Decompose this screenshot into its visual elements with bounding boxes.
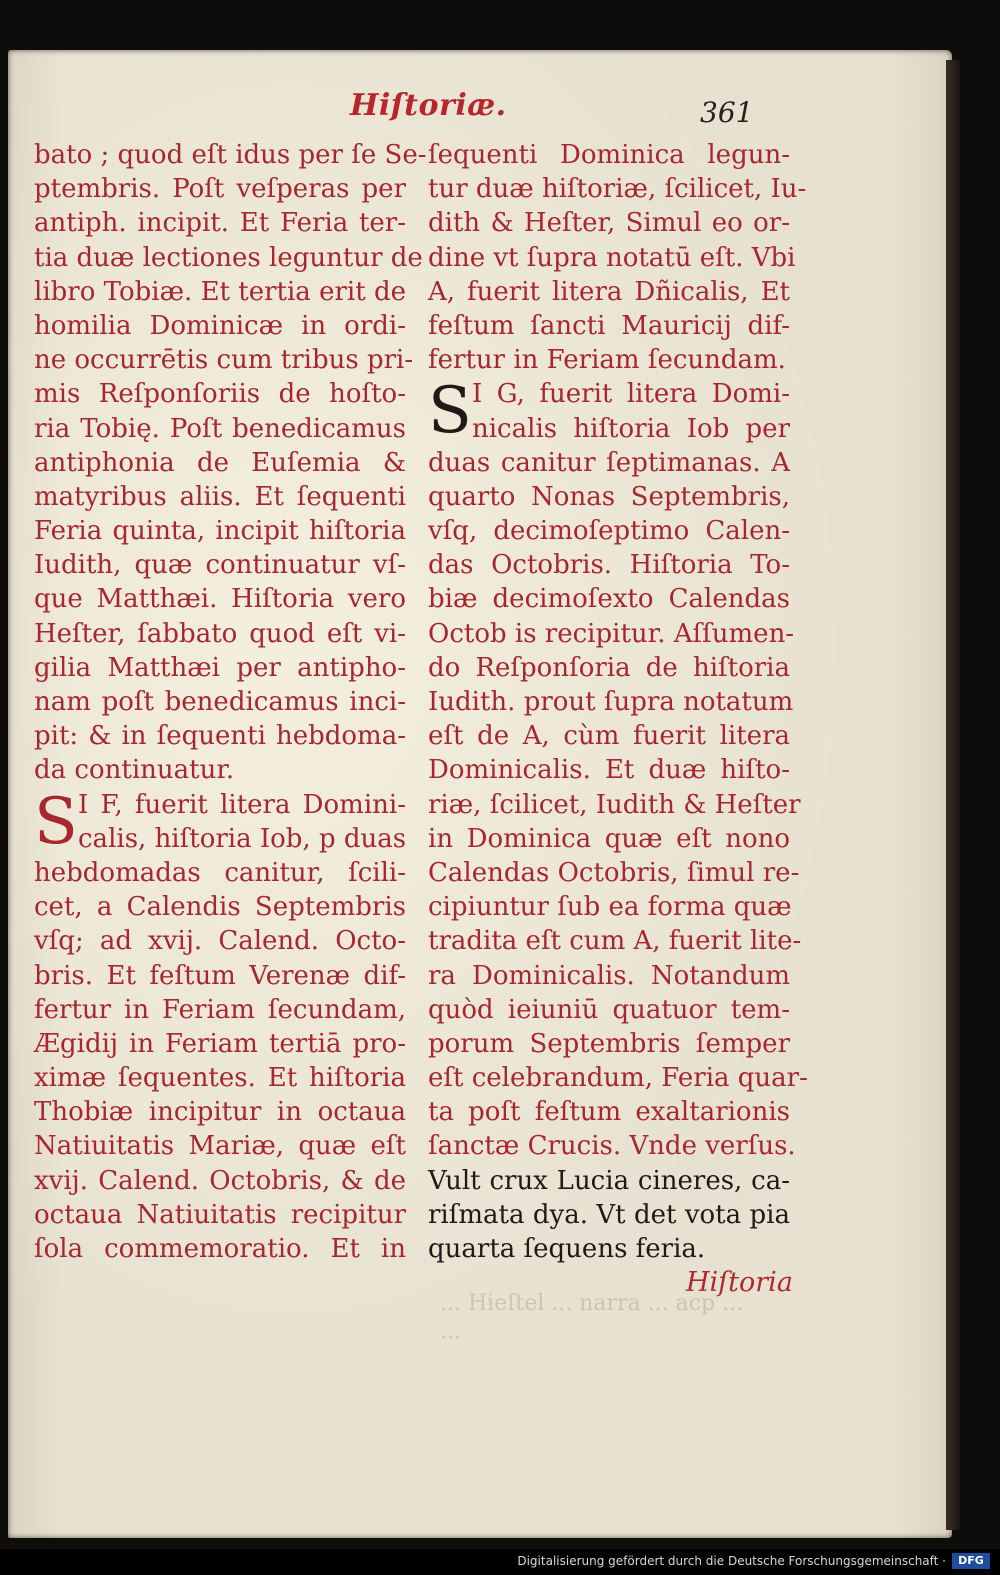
text-line: riſmata dya. Vt det vota pia bbox=[428, 1199, 790, 1230]
text-line: biæ decimoſexto Calendas bbox=[428, 584, 790, 615]
page-edge-shadow bbox=[946, 60, 960, 1530]
text-line: vſq, decimoſeptimo Calen- bbox=[428, 516, 790, 547]
text-line: homilia Dominicæ in ordi- bbox=[34, 310, 406, 341]
text-line: tia duæ lectiones leguntur de bbox=[34, 242, 423, 273]
text-line: riæ, ſcilicet, Iudith & Heſter bbox=[428, 789, 801, 820]
bleed-through-line: ... bbox=[440, 1319, 461, 1344]
text-line: nam poſt benedicamus inci- bbox=[34, 687, 406, 717]
text-line: quòd ieiuniū quatuor tem- bbox=[428, 994, 790, 1025]
text-line: libro Tobiæ. Et tertia erit de bbox=[34, 276, 406, 307]
text-line: xvij. Calend. Octobris, & de bbox=[34, 1165, 406, 1196]
text-line: das Octobris. Hiſtoria To- bbox=[428, 550, 790, 581]
text-line: octaua Natiuitatis recipitur bbox=[34, 1199, 406, 1230]
text-line: porum Septembris ſemper bbox=[428, 1028, 790, 1059]
text-line: ta poſt feſtum exaltarionis bbox=[428, 1097, 790, 1128]
text-line: ſequenti Dominica legun- bbox=[428, 140, 790, 170]
text-line: do Reſponſoria de hiſtoria bbox=[428, 652, 790, 683]
text-line: gilia Matthæi per antipho- bbox=[34, 652, 406, 683]
text-line: bris. Et feſtum Verenæ dif- bbox=[34, 960, 406, 991]
text-line: ria Tobię. Poſt benedicamus bbox=[34, 413, 406, 444]
text-line: que Matthæi. Hiſtoria vero bbox=[34, 584, 406, 615]
text-line: quarto Nonas Septembris, bbox=[428, 481, 790, 512]
text-line: Dominicalis. Et duæ hiſto- bbox=[428, 755, 790, 786]
paragraph-block bbox=[34, 784, 407, 859]
text-line: feſtum ſancti Mauricij dif- bbox=[428, 310, 790, 341]
text-line: quarta ſequens feria. bbox=[428, 1234, 706, 1264]
text-line: antiphonia de Euſemia & bbox=[34, 447, 406, 478]
dfg-logo-icon: DFG bbox=[952, 1553, 990, 1569]
text-line: A, fuerit litera Dñicalis, Et bbox=[428, 276, 790, 307]
text-line: da continuatur. bbox=[34, 755, 235, 786]
right-column bbox=[428, 138, 808, 1266]
text-line: eſt de A, cùm fuerit litera bbox=[428, 721, 790, 752]
text-line: dine vt ſupra notatū eſt. Vbi bbox=[428, 242, 796, 273]
text-line: fertur in Feriam ſecundam. bbox=[428, 345, 786, 376]
left-column bbox=[34, 138, 427, 1266]
text-line: ra Dominicalis. Notandum bbox=[428, 960, 790, 991]
text-line: Iudith, quæ continuatur vſ- bbox=[34, 550, 406, 581]
text-line: tur duæ hiſtoriæ, ſcilicet, Iu- bbox=[428, 174, 807, 205]
text-line: tradita eſt cum A, fuerit lite- bbox=[428, 926, 802, 957]
text-line: bato ; quod eſt idus per ſe Se- bbox=[34, 140, 427, 170]
text-line: ſola commemoratio. Et in bbox=[34, 1234, 406, 1264]
text-line: I F, fuerit litera Domini- bbox=[78, 789, 406, 820]
funding-credit: Digitalisierung gefördert durch die Deutsche Forschungsgemeinschaft · bbox=[517, 1554, 946, 1568]
text-line: ptembris. Poſt veſperas per bbox=[34, 174, 406, 205]
text-line: eſt celebrandum, Feria quar- bbox=[428, 1063, 808, 1094]
text-line: antiph. incipit. Et Feria ter- bbox=[34, 208, 406, 239]
text-line: ximæ ſequentes. Et hiſtoria bbox=[34, 1063, 406, 1094]
text-line: cipiuntur ſub ea forma quæ bbox=[428, 892, 792, 923]
text-line: Ægidij in Feriam tertiā pro- bbox=[34, 1028, 406, 1059]
page-number: 361 bbox=[700, 96, 754, 129]
drop-cap: S bbox=[34, 784, 78, 859]
text-line: hebdomadas canitur, ſcili- bbox=[34, 857, 406, 888]
text-line: Feria quinta, incipit hiſtoria bbox=[34, 516, 406, 547]
text-line: nicalis hiſtoria Iob per bbox=[472, 413, 790, 444]
text-line: matyribus aliis. Et ſequenti bbox=[34, 481, 406, 512]
text-line: Calendas Octobris, ſimul re- bbox=[428, 857, 800, 888]
text-line: Thobiæ incipitur in octaua bbox=[34, 1097, 406, 1128]
text-line: vſq; ad xvij. Calend. Octo- bbox=[34, 926, 406, 957]
text-line: Heſter, ſabbato quod eſt vi- bbox=[34, 618, 406, 649]
text-line: ſanctæ Crucis. Vnde verſus. bbox=[428, 1131, 796, 1162]
text-line: pit: & in ſequenti hebdoma- bbox=[34, 721, 406, 752]
text-line: mis Reſponſoriis de hoſto- bbox=[34, 379, 406, 410]
text-line: I G, fuerit litera Domi- bbox=[472, 379, 790, 410]
text-line: cet, a Calendis Septembris bbox=[34, 892, 406, 923]
bleed-through-text bbox=[440, 1290, 820, 1350]
text-line: duas canitur ſeptimanas. A bbox=[428, 447, 790, 478]
text-line: fertur in Feriam ſecundam, bbox=[34, 994, 406, 1025]
text-line: Vult crux Lucia cineres, ca- bbox=[428, 1165, 790, 1196]
text-line: Iudith. prout ſupra notatum bbox=[428, 687, 794, 717]
catchword: Hiſtoria bbox=[686, 1267, 793, 1298]
drop-cap: S bbox=[428, 374, 472, 449]
text-line: in Dominica quæ eſt nono bbox=[428, 823, 790, 854]
paragraph-block bbox=[428, 374, 790, 449]
running-header: Hiſtoriæ. bbox=[350, 88, 507, 123]
text-line: Octob is recipitur. Aſſumen- bbox=[428, 618, 795, 649]
text-line: calis, hiſtoria Iob, p duas bbox=[78, 823, 407, 854]
footer-bar bbox=[0, 1549, 1000, 1575]
text-line: Natiuitatis Mariæ, quæ eſt bbox=[34, 1131, 406, 1162]
text-line: dith & Heſter, Simul eo or- bbox=[428, 208, 790, 239]
bleed-through-line: ... Hieſtel ... narra ... acp ... bbox=[440, 1291, 744, 1316]
text-line: ne occurrētis cum tribus pri- bbox=[34, 345, 414, 376]
